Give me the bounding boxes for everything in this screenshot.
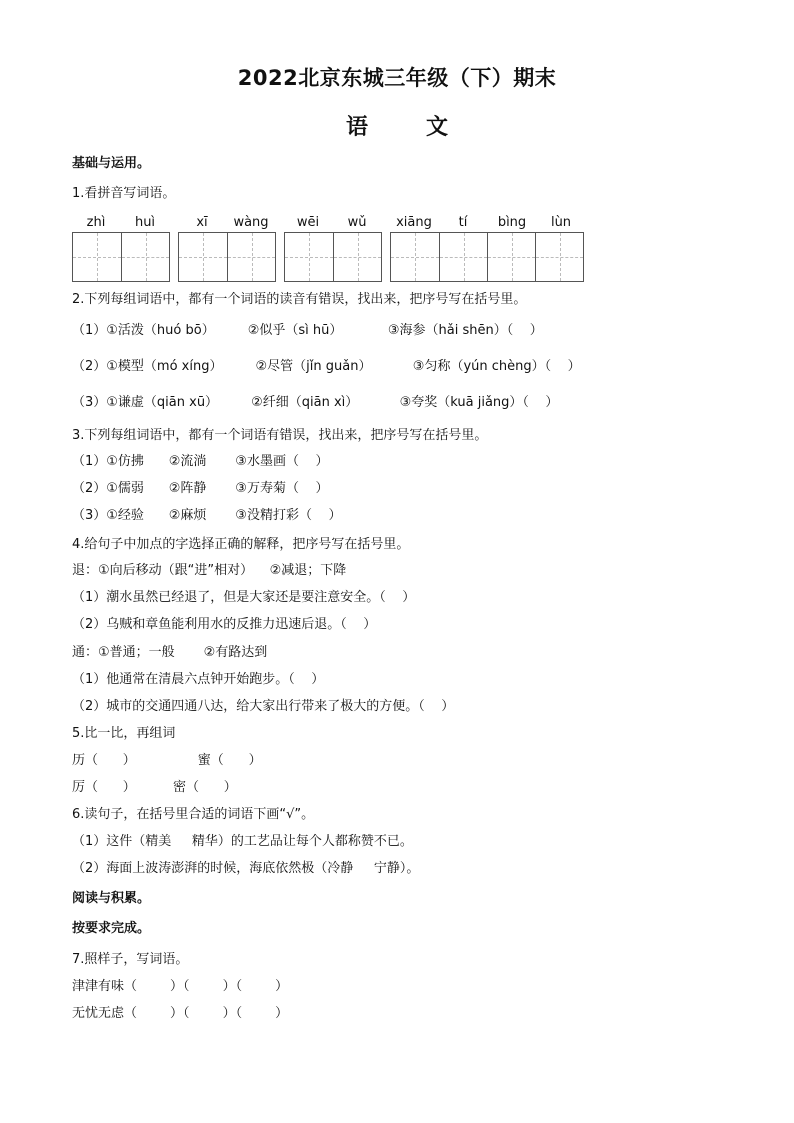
question-2-item: （1）①活泼（huó bō） ②似乎（sì hū） ③海参（hǎi shēn）（ ） — [72, 323, 543, 338]
writing-grid-group — [72, 232, 170, 282]
writing-cell[interactable] — [439, 233, 487, 281]
writing-grid-group — [178, 232, 276, 282]
pinyin-label: wàng — [233, 215, 269, 230]
question-2-item: （3）①谦虚（qiān xū） ②纤细（qiān xì） ③夸奖（kuā jiǎng）（ ） — [72, 395, 559, 410]
pinyin-label: lùn — [550, 215, 572, 230]
question-3-prompt: 3.下列每组词语中，都有一个词语有错误，找出来，把序号写在括号里。 — [72, 428, 488, 443]
subject-char-1: 语 — [345, 115, 368, 140]
pinyin-label: tí — [458, 215, 468, 230]
writing-cell[interactable] — [391, 233, 439, 281]
page-title: 2022北京东城三年级（下）期末 — [237, 66, 557, 90]
question-3-item: （3）①经验 ②麻烦 ③没精打彩（ ） — [72, 508, 342, 523]
question-4-item: （1）潮水虽然已经退了，但是大家还是要注意安全。（ ） — [72, 590, 416, 605]
question-3-item: （2）①儒弱 ②阵静 ③万寿菊（ ） — [72, 481, 329, 496]
writing-cell[interactable] — [227, 233, 275, 281]
question-6-prompt: 6.读句子，在括号里合适的词语下画“√”。 — [72, 807, 315, 822]
question-1-prompt: 1.看拼音写词语。 — [72, 186, 176, 201]
writing-cell[interactable] — [535, 233, 583, 281]
subject-char-2: 文 — [426, 115, 449, 140]
writing-grid-group — [390, 232, 584, 282]
question-6-item: （1）这件（精美 精华）的工艺品让每个人都称赞不已。 — [72, 834, 413, 849]
writing-cell[interactable] — [487, 233, 535, 281]
question-4-prompt: 4.给句子中加点的字选择正确的解释，把序号写在括号里。 — [72, 537, 410, 552]
section-heading-basics: 基础与运用。 — [72, 156, 151, 171]
section-heading-tasks: 按要求完成。 — [72, 921, 151, 936]
question-4-item: （2）乌贼和章鱼能利用水的反推力迅速后退。（ ） — [72, 617, 377, 632]
question-7-prompt: 7.照样子，写词语。 — [72, 952, 189, 967]
writing-cell[interactable] — [285, 233, 333, 281]
question-5-prompt: 5.比一比，再组词 — [72, 726, 176, 741]
question-6-item: （2）海面上波涛澎湃的时候，海底依然极（冷静 宁静）。 — [72, 861, 420, 876]
pinyin-label: zhì — [86, 215, 106, 230]
question-2-item: （2）①模型（mó xíng） ②尽管（jǐn guǎn） ③匀称（yún chèng）（ ） — [72, 359, 581, 374]
pinyin-row — [72, 215, 592, 231]
writing-cell[interactable] — [121, 233, 169, 281]
writing-grid-group — [284, 232, 382, 282]
writing-cell[interactable] — [179, 233, 227, 281]
pinyin-label: bìng — [497, 215, 527, 230]
subject-heading — [0, 110, 794, 141]
question-5-row: 历（ ） 蜜（ ） — [72, 753, 262, 768]
question-3-item: （1）①仿拂 ②流淌 ③水墨画（ ） — [72, 454, 329, 469]
question-4-item: （2）城市的交通四通八达，给大家出行带来了极大的方便。（ ） — [72, 699, 455, 714]
question-7-row: 无忧无虑（ ）（ ）（ ） — [72, 1006, 289, 1021]
section-heading-reading: 阅读与积累。 — [72, 891, 151, 906]
writing-cell[interactable] — [333, 233, 381, 281]
definition-tong: 通：①普通；一般 ②有路达到 — [72, 645, 268, 660]
pinyin-label: huì — [134, 215, 156, 230]
pinyin-label: xī — [196, 215, 208, 230]
pinyin-label: xiāng — [396, 215, 432, 230]
pinyin-label: wǔ — [347, 215, 367, 230]
pinyin-label: wēi — [296, 215, 320, 230]
question-2-prompt: 2.下列每组词语中，都有一个词语的读音有错误，找出来，把序号写在括号里。 — [72, 292, 527, 307]
question-4-item: （1）他通常在清晨六点钟开始跑步。（ ） — [72, 672, 325, 687]
definition-tui: 退：①向后移动（跟“进”相对） ②减退；下降 — [72, 563, 347, 578]
question-5-row: 厉（ ） 密（ ） — [72, 780, 237, 795]
writing-cell[interactable] — [73, 233, 121, 281]
question-7-row: 津津有味（ ）（ ）（ ） — [72, 979, 289, 994]
